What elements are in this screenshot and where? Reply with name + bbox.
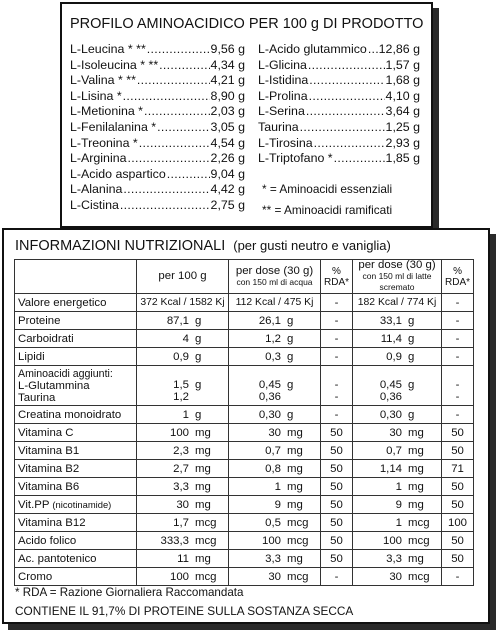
row-label: Carboidrati <box>15 330 137 348</box>
amino-item <box>258 120 420 136</box>
dot-leader <box>120 198 210 214</box>
rda2-value: 50 <box>442 424 474 442</box>
value-per100: 100 mg <box>137 424 229 442</box>
dot-leader <box>123 89 210 105</box>
added-dose1: 0,45 0,36 g <box>229 366 321 406</box>
value-dose1: 0,30 g <box>229 406 321 424</box>
amino-name: L-Arginina <box>70 151 127 166</box>
dot-leader <box>368 42 378 58</box>
dot-leader <box>300 120 385 136</box>
value-dose1: 1,2 g <box>229 330 321 348</box>
value-dose1: 100 mcg <box>229 532 321 550</box>
dot-leader <box>308 58 385 74</box>
amino-value: 9,04 g <box>210 166 245 181</box>
value-per100: 2,7 mg <box>137 460 229 478</box>
dot-leader <box>139 136 210 152</box>
energy-rda2: - <box>442 294 474 312</box>
value-dose1: 30 mcg <box>229 568 321 586</box>
amino-item <box>258 58 420 74</box>
value-per100: 1,7 mcg <box>137 514 229 532</box>
row-label: Ac. pantotenico <box>15 550 137 568</box>
amino-name: L-Valina * ** <box>70 73 136 88</box>
row-label: Cromo <box>15 568 137 586</box>
amino-value: 3,64 g <box>385 104 420 119</box>
amino-name: L-Acido aspartico <box>70 166 166 181</box>
amino-value: 1,57 g <box>385 57 420 72</box>
value-dose2: 100 mcg <box>353 532 442 550</box>
table-row <box>15 312 474 330</box>
amino-value: 3,05 g <box>210 119 245 134</box>
energy-rda1: - <box>321 294 353 312</box>
amino-item <box>70 42 245 58</box>
row-label: Creatina monoidrato <box>15 406 137 424</box>
amino-value: 2,93 g <box>385 135 420 150</box>
value-per100: 0,9 g <box>137 348 229 366</box>
nutrition-title <box>15 238 391 254</box>
amino-name: Taurina <box>258 119 299 134</box>
amino-item <box>258 136 420 152</box>
value-per100: 2,3 mg <box>137 442 229 460</box>
amino-value: 1,25 g <box>385 119 420 134</box>
nutrition-table <box>14 259 474 586</box>
amino-name: L-Triptofano * <box>258 151 333 166</box>
header-rda2: % RDA* <box>442 260 474 294</box>
value-dose2: 0,9 g <box>353 348 442 366</box>
amino-item <box>70 89 245 105</box>
table-row <box>15 550 474 568</box>
row-label: Valore energetico <box>15 294 137 312</box>
amino-name: L-Treonina * <box>70 135 138 150</box>
value-dose1: 0,8 mg <box>229 460 321 478</box>
amino-item <box>258 73 420 89</box>
value-per100: 333,3 mcg <box>137 532 229 550</box>
rda1-value: 50 <box>321 442 353 460</box>
value-dose2: 1 mg <box>353 478 442 496</box>
amino-item <box>70 198 245 214</box>
dot-leader <box>334 151 385 167</box>
amino-item <box>70 182 245 198</box>
value-dose1: 26,1 g <box>229 312 321 330</box>
dot-leader <box>127 151 209 167</box>
rda1-value: 50 <box>321 424 353 442</box>
amino-item <box>70 167 245 183</box>
energy-dose2: 182 Kcal / 774 Kj <box>353 294 442 312</box>
value-dose1: 9 mg <box>229 496 321 514</box>
dot-leader <box>309 89 385 105</box>
energy-per100: 372 Kcal / 1582 Kj <box>137 294 229 312</box>
rda-footnote: * RDA = Razione Giornaliera Raccomandata <box>15 586 244 599</box>
amino-item <box>258 151 420 167</box>
row-label: Proteine <box>15 312 137 330</box>
amino-value: 4,21 g <box>210 73 245 88</box>
row-label: Vitamina B12 <box>15 514 137 532</box>
amino-value: 9,56 g <box>210 42 245 56</box>
amino-value: 4,34 g <box>210 57 245 72</box>
row-label: Vitamina B6 <box>15 478 137 496</box>
amino-name: L-Prolina <box>258 88 308 103</box>
dot-leader <box>314 136 385 152</box>
value-per100: 1 g <box>137 406 229 424</box>
amino-value: 4,54 g <box>210 135 245 150</box>
header-empty <box>15 260 137 294</box>
nutrition-panel <box>2 228 490 624</box>
rda2-value: - <box>442 406 474 424</box>
value-dose1: 0,3 g <box>229 348 321 366</box>
rda1-value: 50 <box>321 514 353 532</box>
value-per100: 100 mcg <box>137 568 229 586</box>
amino-item <box>70 58 245 74</box>
rda1-value: 50 <box>321 532 353 550</box>
table-row <box>15 496 474 514</box>
value-dose1: 1 mg <box>229 478 321 496</box>
table-row <box>15 532 474 550</box>
rda2-value: - <box>442 348 474 366</box>
rda1-value: - <box>321 406 353 424</box>
header-rda1: % RDA* <box>321 260 353 294</box>
amino-item <box>258 42 420 58</box>
table-row <box>15 514 474 532</box>
dot-leader <box>167 167 210 183</box>
protein-claim: CONTIENE IL 91,7% DI PROTEINE SULLA SOSTANZA SECCA <box>15 604 354 618</box>
table-row <box>15 478 474 496</box>
nutrition-table-body <box>15 294 474 586</box>
amino-name: L-Metionina * <box>70 104 144 119</box>
dot-leader <box>144 104 210 120</box>
dot-leader <box>159 58 209 74</box>
added-per100: 1,5 1,2 g <box>137 366 229 406</box>
rda2-value: 50 <box>442 478 474 496</box>
rda2-value: - <box>442 330 474 348</box>
rda1-value: 50 <box>321 460 353 478</box>
value-dose1: 30 mg <box>229 424 321 442</box>
amino-value: 4,42 g <box>210 182 245 197</box>
rda2-value: - <box>442 312 474 330</box>
amino-value: 1,68 g <box>385 73 420 88</box>
value-per100: 30 mg <box>137 496 229 514</box>
nutrition-subtitle: (per gusti neutro e vaniglia) <box>233 238 391 253</box>
value-per100: 4 g <box>137 330 229 348</box>
row-label: Vit.PP (nicotinamide) <box>15 496 137 514</box>
table-row <box>15 460 474 478</box>
dot-leader <box>306 104 385 120</box>
amino-item <box>70 73 245 89</box>
value-dose2: 30 mcg <box>353 568 442 586</box>
amino-name: L-Isoleucina * ** <box>70 57 159 72</box>
rda2-value: 100 <box>442 514 474 532</box>
value-dose2: 3,3 mg <box>353 550 442 568</box>
row-label: Acido folico <box>15 532 137 550</box>
rda1-value: - <box>321 348 353 366</box>
amino-value: 1,85 g <box>385 151 420 166</box>
value-per100: 87,1 g <box>137 312 229 330</box>
amino-value: 4,10 g <box>385 88 420 103</box>
rda1-value: 50 <box>321 478 353 496</box>
added-amino-label: Aminoacidi aggiunti: L-Glutammina Taurina <box>15 366 137 406</box>
value-dose2: 1,14 mg <box>353 460 442 478</box>
amino-right-list <box>258 42 420 167</box>
dot-leader <box>157 120 209 136</box>
dot-leader <box>309 73 384 89</box>
value-dose2: 11,4 g <box>353 330 442 348</box>
amino-item <box>258 104 420 120</box>
amino-name: L-Cistina <box>70 197 119 212</box>
rda2-value: 50 <box>442 442 474 460</box>
table-row <box>15 294 474 312</box>
table-row <box>15 406 474 424</box>
energy-dose1: 112 Kcal / 475 Kj <box>229 294 321 312</box>
amino-name: L-Serina <box>258 104 305 119</box>
value-dose2: 1 mcg <box>353 514 442 532</box>
amino-item <box>70 136 245 152</box>
dot-leader <box>123 182 209 198</box>
table-row <box>15 366 474 406</box>
amino-item <box>258 89 420 105</box>
rda1-value: - <box>321 330 353 348</box>
added-rda1: - - <box>321 366 353 406</box>
dot-leader <box>147 42 210 58</box>
branched-note: ** = Aminoacidi ramificati <box>262 203 393 217</box>
nutrition-heading: INFORMAZIONI NUTRIZIONALI <box>15 238 226 254</box>
table-row <box>15 424 474 442</box>
added-rda2: - - <box>442 366 474 406</box>
essential-note: * = Aminoacidi essenziali <box>262 182 393 196</box>
rda2-value: 50 <box>442 532 474 550</box>
amino-value: 12,86 g <box>378 42 420 56</box>
row-label: Vitamina B2 <box>15 460 137 478</box>
rda1-value: 50 <box>321 496 353 514</box>
table-row <box>15 348 474 366</box>
amino-item <box>70 151 245 167</box>
header-dose-water: per dose (30 g) con 150 ml di acqua <box>229 260 321 294</box>
amino-name: L-Istidina <box>258 73 309 88</box>
value-per100: 3,3 mg <box>137 478 229 496</box>
amino-value: 2,03 g <box>210 104 245 119</box>
amino-value: 8,90 g <box>210 88 245 103</box>
amino-title: PROFILO AMINOACIDICO PER 100 g DI PRODOTTO <box>70 16 424 32</box>
amino-name: L-Leucina * ** <box>70 42 146 56</box>
row-label: Vitamina C <box>15 424 137 442</box>
value-dose2: 0,30 g <box>353 406 442 424</box>
header-dose-milk: per dose (30 g) con 150 ml di latte scremato <box>353 260 442 294</box>
value-per100: 11 mg <box>137 550 229 568</box>
value-dose1: 0,7 mg <box>229 442 321 460</box>
value-dose2: 9 mg <box>353 496 442 514</box>
value-dose2: 30 mg <box>353 424 442 442</box>
value-dose2: 0,7 mg <box>353 442 442 460</box>
row-label: Lipidi <box>15 348 137 366</box>
amino-name: L-Glicina <box>258 57 307 72</box>
rda2-value: - <box>442 568 474 586</box>
value-dose1: 0,5 mcg <box>229 514 321 532</box>
amino-item <box>70 120 245 136</box>
amino-value: 2,26 g <box>210 151 245 166</box>
amino-name: L-Fenilalanina * <box>70 119 157 134</box>
value-dose1: 3,3 mg <box>229 550 321 568</box>
rda1-value: - <box>321 568 353 586</box>
added-dose2: 0,45 0,36 g <box>353 366 442 406</box>
amino-left-list <box>70 42 245 214</box>
amino-name: L-Acido glutammico <box>258 42 367 56</box>
amino-name: L-Alanina <box>70 182 123 197</box>
table-row <box>15 330 474 348</box>
rda2-value: 71 <box>442 460 474 478</box>
rda1-value: 50 <box>321 550 353 568</box>
row-label: Vitamina B1 <box>15 442 137 460</box>
amino-name: L-Lisina * <box>70 88 122 103</box>
value-dose2: 33,1 g <box>353 312 442 330</box>
table-row <box>15 442 474 460</box>
dot-leader <box>137 73 210 89</box>
rda2-value: 50 <box>442 550 474 568</box>
header-per100: per 100 g <box>137 260 229 294</box>
amino-profile-panel <box>60 2 433 228</box>
table-row <box>15 568 474 586</box>
amino-item <box>70 104 245 120</box>
amino-value: 2,75 g <box>210 197 245 212</box>
amino-name: L-Tirosina <box>258 135 313 150</box>
rda2-value: 50 <box>442 496 474 514</box>
rda1-value: - <box>321 312 353 330</box>
